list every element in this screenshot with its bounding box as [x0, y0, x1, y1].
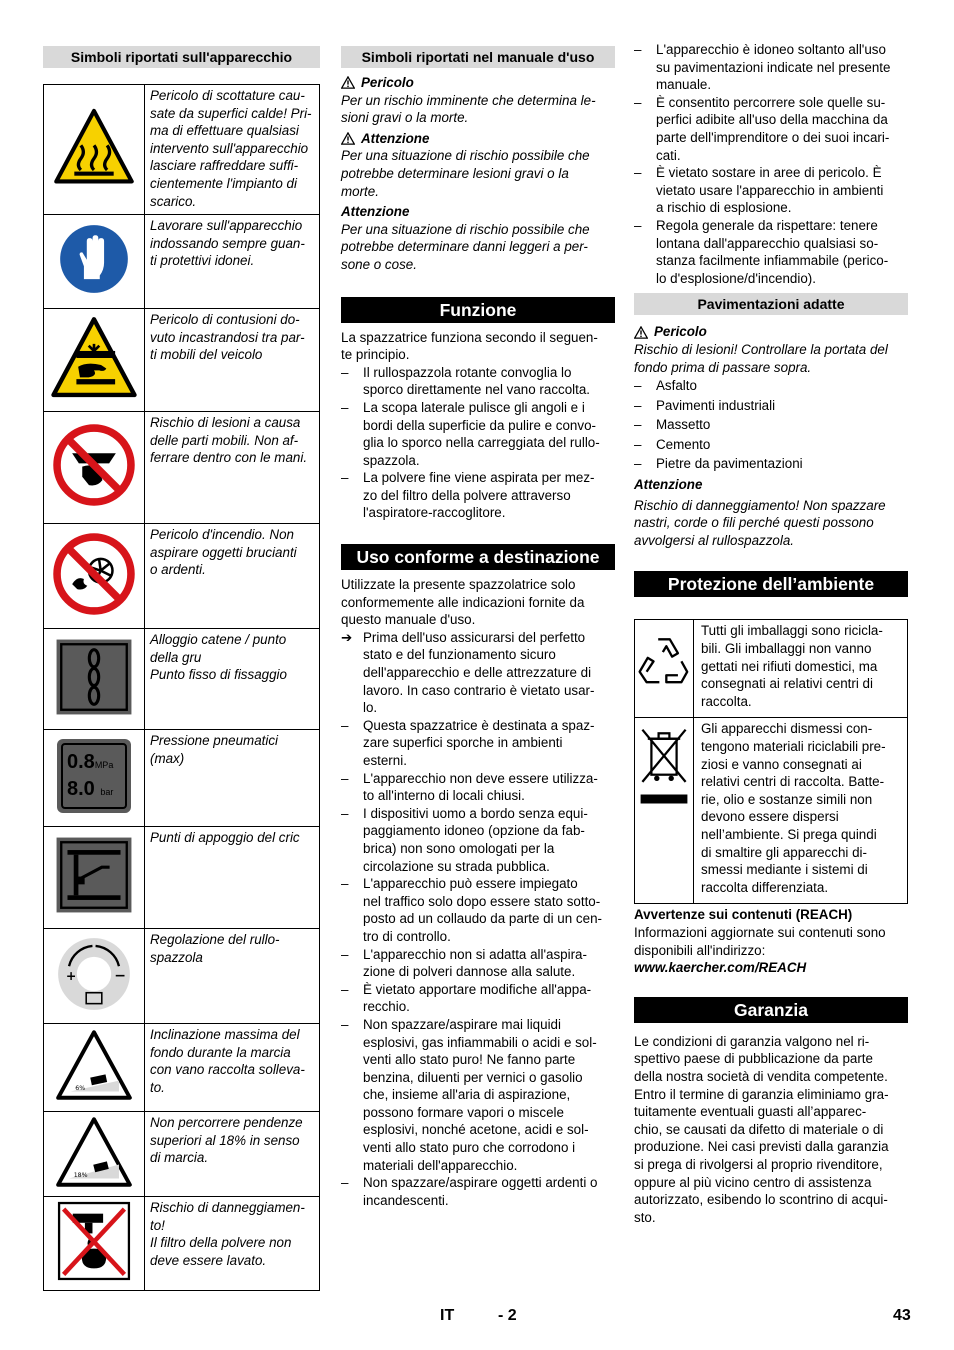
list-item: – Questa spazzatrice è destinata a spaz- zare superfici sporche in ambienti esterni.: [341, 717, 615, 770]
device-symbols-table: [43, 84, 320, 1291]
usage-rules-list: [634, 41, 908, 287]
pressure-mpa-unit: MPa: [94, 759, 114, 770]
disposal-text: Gli apparecchi dismessi con- tengono materiali riciclabili pre- ziosi e vanno consegnati ai relativi centri di raccolta. Batte- rie, olio e sostanze simili non devono essere dispersi nell’ambiente. Si prega quindi di smaltire gli apparecchi di- smessi mediante i sistemi di raccolta differenziata.: [694, 718, 908, 904]
symbol-description: Rischio di lesioni a causa delle parti mobili. Non af- ferrare dentro con le mani.: [150, 415, 308, 466]
uso-list: [341, 717, 615, 1210]
symbol-description: Lavorare sull'apparecchio indossando sempre guan- ti protettivi idonei.: [150, 218, 305, 269]
funzione-intro: La spazzatrice funziona secondo il seguen- te principio.: [341, 329, 598, 363]
symbol-row: [44, 85, 320, 215]
footer-page-marker: - 2: [498, 1307, 517, 1324]
section-header-pavimentazioni: Pavimentazioni adatte: [634, 293, 908, 315]
list-item: – È vietato sostare in aree di pericolo. È vietato usare l'apparecchio in ambienti a rischio di esplosione.: [634, 164, 908, 217]
symbol-row: [44, 215, 320, 309]
pericolo-text: Rischio di lesioni! Controllare la portata del fondo prima di passare sopra.: [634, 341, 888, 375]
svg-text:−: −: [114, 967, 127, 984]
symbol-description: Inclinazione massima del fondo durante la marcia con vano raccolta solleva- to.: [150, 1027, 305, 1095]
column-manual-symbols: [341, 46, 615, 1209]
slope-label: 18%: [73, 1171, 88, 1179]
symbol-row: [44, 827, 320, 929]
list-item: – È consentito percorrere sole quelle su- perfici adibite all'uso della macchina da parte dell'imprenditore o dei suoi incari- cati.: [634, 94, 908, 164]
list-item: – L'apparecchio non si adatta all'aspira- zione di polveri dannose alla salute.: [341, 946, 615, 981]
symbol-description: Punti di appoggio del cric: [150, 830, 300, 845]
symbol-row: [44, 309, 320, 412]
column-right: [634, 41, 908, 1226]
svg-text:+: +: [65, 967, 77, 983]
list-item: – L'apparecchio può essere impiegato nel traffico solo dopo essere stato sotto- posto ad un collaudo da parte di un cen- tro di controllo.: [341, 875, 615, 945]
symbol-description: Non percorrere pendenze superiori al 18% in senso di marcia.: [150, 1115, 303, 1166]
floor-types-list: [634, 376, 908, 474]
brush-adjust-icon: [55, 935, 133, 1013]
footer-language: IT: [440, 1307, 455, 1324]
list-item: – Non spazzare/aspirare oggetti ardenti o incandescenti.: [341, 1174, 615, 1209]
list-item: – Asfalto: [634, 376, 908, 396]
warning-triangle-icon: [341, 132, 355, 145]
no-burning-objects-icon: [52, 532, 136, 616]
list-item: – La scopa laterale pulisce gli angoli e i bordi della superficie da pulire e convo- glia lo sporco nella carreggiata del rullo- spazzola.: [341, 399, 615, 469]
uso-arrow-list: [341, 629, 615, 717]
list-item: – I dispositivi uomo a bordo senza equi- paggiamento idoneo (opzione da fab- brica) non sono omologati per la circolazione su strada pubblica.: [341, 805, 615, 875]
environment-row: [635, 620, 908, 718]
recycling-text: Tutti gli imballaggi sono ricicla- bili. Gli imballaggi non vanno gettati nei rifiuti domestici, ma consegnati ai relativi centri di raccolta.: [694, 620, 908, 718]
tire-pressure-icon: [57, 739, 131, 813]
environment-table: [634, 619, 908, 904]
list-item: – Cemento: [634, 435, 908, 455]
section-title-funzione: Funzione: [341, 297, 615, 323]
list-item: – L'apparecchio è idoneo soltanto all'uso su pavimentazioni indicate nel presente manuale.: [634, 41, 908, 94]
list-item: – L'apparecchio non deve essere utilizza- to all'interno di locali chiusi.: [341, 770, 615, 805]
list-item: – È vietato apportare modifiche all'appa- recchio.: [341, 981, 615, 1016]
symbol-description: Pressione pneumatici (max): [150, 733, 279, 766]
jack-point-icon: [55, 836, 133, 914]
attenzione2-text: Per una situazione di rischio possibile che potrebbe determinare danni leggeri a per- sone o cose.: [341, 221, 590, 272]
column-symbols-device: [43, 46, 320, 74]
chain-attachment-icon: [55, 638, 133, 716]
symbol-row: [44, 1024, 320, 1112]
list-item: – Regola generale da rispettare: tenere lontana dall'apparecchio qualsiasi so- stanza facilmente infiammabile (perico- lo d'esplosione/d'incendio).: [634, 217, 908, 287]
list-item: – Massetto: [634, 415, 908, 435]
section-title-uso-conforme: Uso conforme a destinazione: [341, 544, 615, 570]
symbol-description: Rischio di danneggiamen- to! Il filtro della polvere non deve essere lavato.: [150, 1200, 305, 1268]
list-item: – Pavimenti industriali: [634, 396, 908, 416]
funzione-list: [341, 364, 615, 522]
no-hand-reach-icon: [52, 423, 136, 507]
reach-heading: Avvertenze sui contenuti (REACH): [634, 907, 853, 923]
section-header-device-symbols: Simboli riportati sull'apparecchio: [43, 46, 320, 68]
symbol-row: [44, 524, 320, 629]
reach-text: Informazioni aggiornate sui contenuti sono disponibili all'indirizzo:: [634, 925, 886, 958]
symbol-row: [44, 629, 320, 730]
symbol-row: [44, 730, 320, 827]
footer-page-number: 43: [893, 1307, 911, 1324]
pressure-mpa-value: 0.8: [67, 750, 95, 773]
symbol-row: [44, 1112, 320, 1197]
max-slope-icon: [55, 1116, 133, 1188]
list-item: – Il rullospazzola rotante convoglia lo sporco direttamente nel vano raccolta.: [341, 364, 615, 399]
hand-crush-warning-icon: [50, 314, 138, 402]
garanzia-text: Le condizioni di garanzia valgono nel ri- spettivo paese di pubblicazione da parte della nostra società di vendita competente. Entro il termine di garanzia eliminiamo gra- tuitamente eventuali guasti all’apparec- chio, se causati da difetto di materiale o di produzione. Nei casi previsti dalla garanzia si prega di rivolgersi al proprio rivenditore, oppure al più vicino centro di assistenza autorizzato, esibendo lo scontrino di acqui- sto.: [634, 1033, 889, 1225]
no-water-filter-icon: [56, 1200, 132, 1282]
attenzione-text: Rischio di danneggiamento! Non spazzare nastri, corde o fili perché questi possono avvolgersi al rullospazzola.: [634, 497, 886, 548]
list-item: ➔ Prima dell'uso assicurarsi del perfetto stato e del funzionamento sicuro dell'apparecchio e delle attrezzature di lavoro. In caso contrario è vietato usar- lo.: [341, 629, 615, 717]
uso-intro: Utilizzate la presente spazzolatrice solo conformemente alle indicazioni fornite da questo manuale d'uso.: [341, 577, 585, 628]
warning-triangle-icon: [634, 326, 648, 339]
attenzione-heading: Attenzione: [634, 477, 703, 493]
attenzione-heading: Attenzione: [341, 130, 615, 148]
pericolo-heading: Pericolo: [341, 74, 615, 92]
incline-label: 6%: [75, 1085, 86, 1093]
symbol-row: [44, 412, 320, 524]
environment-row: [635, 718, 908, 904]
attenzione2-heading: Attenzione: [341, 204, 410, 220]
hot-surface-warning-icon: [53, 106, 135, 188]
crossed-bin-icon: [637, 726, 691, 818]
list-item: – La polvere fine viene aspirata per mez- zo del filtro della polvere attraverso l'aspiratore-raccoglitore.: [341, 469, 615, 522]
section-header-manual-symbols: Simboli riportati nel manuale d'uso: [341, 46, 615, 68]
attenzione-text: Per una situazione di rischio possibile che potrebbe determinare lesioni gravi o la morte.: [341, 148, 590, 199]
pericolo-heading: Pericolo: [634, 323, 908, 341]
symbol-row: [44, 929, 320, 1024]
pressure-bar-value: 8.0: [67, 777, 95, 800]
symbol-description: Alloggio catene / punto della gru Punto fisso di fissaggio: [150, 632, 287, 683]
list-item: – Pietre da pavimentazioni: [634, 454, 908, 474]
section-title-ambiente: Protezione dell’ambiente: [634, 571, 908, 597]
symbol-description: Regolazione del rullo- spazzola: [150, 932, 280, 965]
pericolo-text: Per un rischio imminente che determina le- sioni gravi o la morte.: [341, 92, 596, 126]
recycling-icon: [635, 630, 693, 688]
symbol-description: Pericolo di scottature cau- sate da superfici calde! Pri- ma di effettuare qualsiasi intervento sull'apparecchio lasciare raffreddare suffi- cientemente l'impianto di scarico.: [150, 88, 312, 209]
reach-link[interactable]: www.kaercher.com/REACH: [634, 960, 807, 976]
symbol-description: Pericolo d'incendio. Non aspirare oggetti brucianti o ardenti.: [150, 527, 297, 578]
pressure-bar-unit: bar: [100, 786, 114, 797]
max-incline-hopper-icon: [55, 1029, 133, 1101]
warning-triangle-icon: [341, 76, 355, 89]
symbol-row: [44, 1197, 320, 1291]
section-title-garanzia: Garanzia: [634, 997, 908, 1023]
protective-gloves-icon: [58, 223, 130, 295]
symbol-description: Pericolo di contusioni do- vuto incastrandosi tra par- ti mobili del veicolo: [150, 312, 305, 363]
list-item: – Non spazzare/aspirare mai liquidi esplosivi, gas infiammabili o acidi e sol- venti allo stato puro! Ne fanno parte benzina, diluenti per vernici o gasolio che, insieme all'aria di aspirazione, possono formare vapori o miscele esplosivi, nonché acetone, acidi e sol- venti allo stato puro che corrodono i materiali dell'apparecchio.: [341, 1016, 615, 1174]
